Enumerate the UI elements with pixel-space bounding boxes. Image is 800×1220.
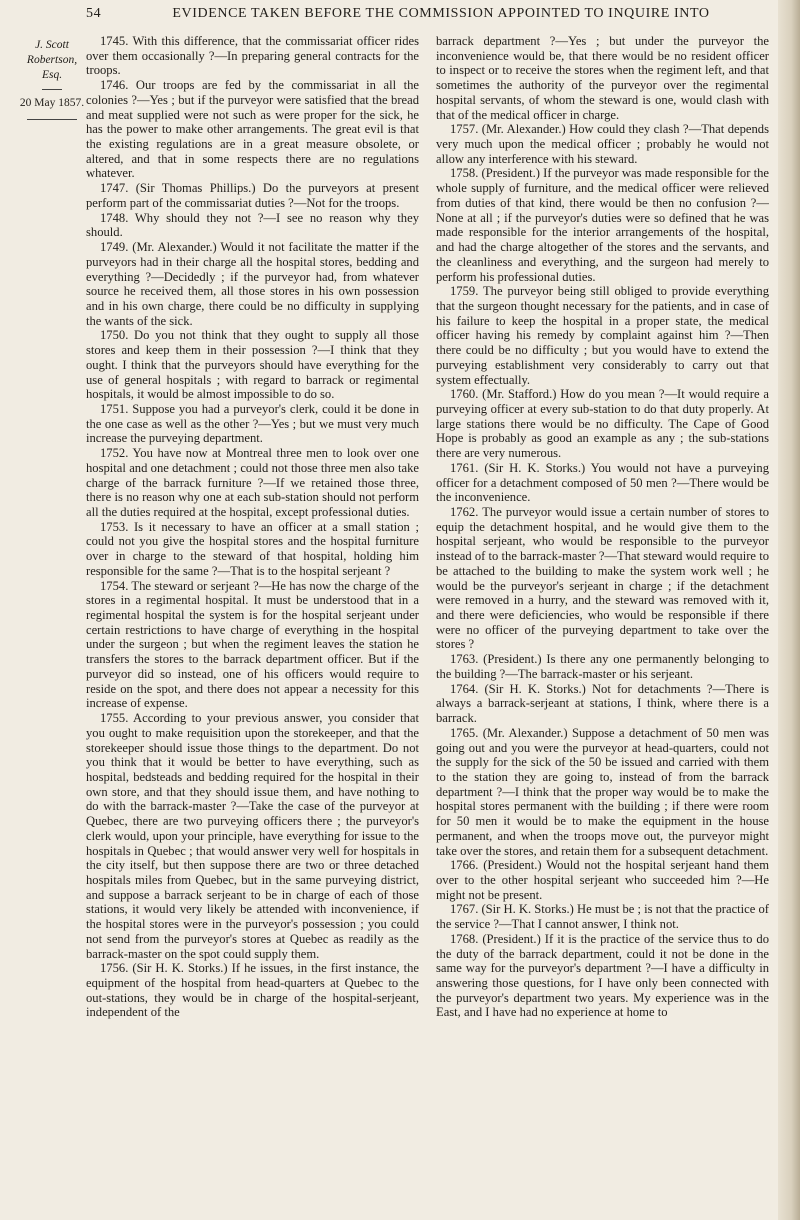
- evidence-paragraph: 1768. (President.) If it is the practice of the service thus to do the duty of the barrack department, could it not be done in the same way for the purveyor's department ?—I have a difficulty in answering those questions, for I have only been connected with the purveyor's department two years. My experience was in the East, and I have had no experience at home to: [436, 931, 769, 1020]
- evidence-paragraph: 1745. With this difference, that the commissariat officer rides over them occasionally ?—In preparing general contracts for the troops.: [86, 34, 419, 78]
- witness-name: J. Scott Robertson, Esq.: [26, 39, 78, 81]
- evidence-paragraph: 1758. (President.) If the purveyor was made responsible for the whole supply of furniture, and the medical officer were relieved from duties of that kind, there would be then no confusion ?—None at all ; if the purveyor's duties were so defined that he was made responsible for the interior arrangements of the hospital, and had the charge altogether of the stores and the servants, and the cleanliness and everything, and the surgeon had merely to perform his professional duties.: [436, 166, 769, 284]
- page-header: [86, 6, 776, 26]
- evidence-paragraph: 1746. Our troops are fed by the commissariat in all the colonies ?—Yes ; but if the purveyor were satisfied that the bread and meat supplied were not such as were proper for the sick, he has the power to make other arrangements. The great evil is that the existing regulations are in a great measure obsolete, or altered, and that in some respects there are no regulations whatever.: [86, 78, 419, 181]
- evidence-paragraph: 1752. You have now at Montreal three men to look over one hospital and one detachment ; could not those three men also take charge of the barrack furniture ?—If we retained those three, there is no reason why one at each sub-station should not perform all the duties required at the hospital, except professional duties.: [86, 446, 419, 519]
- witness-date: 20 May 1857.: [19, 97, 85, 109]
- page-edge-shadow: [778, 0, 800, 1220]
- evidence-paragraph: 1747. (Sir Thomas Phillips.) Do the purveyors at present perform part of the commissariat duties ?—Not for the troops.: [86, 181, 419, 210]
- evidence-paragraph: 1764. (Sir H. K. Storks.) Not for detachments ?—There is always a barrack-serjeant at stations, I think, where there is a barrack.: [436, 681, 769, 726]
- evidence-paragraph: 1761. (Sir H. K. Storks.) You would not have a purveying officer for a detachment composed of 50 men ?—There would be the inconvenience.: [436, 460, 769, 505]
- evidence-paragraph: 1763. (President.) Is there any one permanently belonging to the building ?—The barrack-master or his serjeant.: [436, 652, 769, 681]
- evidence-paragraph: 1759. The purveyor being still obliged to provide everything that the surgeon thought necessary for the patients, and in case of his failure to keep the hospital in a proper state, the medical officer having his remedy by complaint against him ?—Then there could be no difficulty ; but you would have to extend the purveying establishment very considerably to carry out that system effectually.: [436, 284, 769, 387]
- evidence-paragraph: 1760. (Mr. Stafford.) How do you mean ?—It would require a purveying officer at every sub-station to do that duty properly. At large stations there would be no difficulty. The Cape of Good Hope is probably as good an example as any ; the sub-stations there are very numerous.: [436, 387, 769, 461]
- page-number: 54: [86, 6, 102, 21]
- right-column: [436, 34, 769, 1214]
- evidence-paragraph: 1754. The steward or serjeant ?—He has now the charge of the stores in a regimental hospital. It must be understood that in a regimental hospital the system is for the hospital serjeant under certain restrictions to have charge of everything in the hospital under the surgeon ; but when the regiment leaves the station he transfers the stores to the barrack department officer. But if the purveyor did so instead, one of his officers would require to reside on the spot, and there does not appear a necessity for this increase of expense.: [86, 578, 419, 711]
- margin-note: [18, 38, 86, 120]
- margin-rule: [42, 89, 62, 90]
- running-title: EVIDENCE TAKEN BEFORE THE COMMISSION APPOINTED TO INQUIRE INTO: [172, 6, 710, 21]
- evidence-paragraph: 1756. (Sir H. K. Storks.) If he issues, in the first instance, the equipment of the hospital from head-quarters at Quebec to the out-stations, they would be in charge of the hospital-serjeant, independent of the: [86, 961, 419, 1020]
- evidence-paragraph: 1767. (Sir H. K. Storks.) He must be ; is not that the practice of the service ?—That I cannot answer, I think not.: [436, 902, 769, 932]
- evidence-paragraph: barrack department ?—Yes ; but under the purveyor the inconvenience would be, that there would be no resident officer to inspect or to receive the stores when the regiment left, and that sometimes the authority of the purveyor over the regimental hospital servants, of whom the steward is one, would clash with that of the medical officer in charge.: [436, 34, 769, 122]
- evidence-paragraph: 1750. Do you not think that they ought to supply all those stores and keep them in their possession ?—I think that they ought. I think that the purveyors should have everything for the use of general hospitals ; with regard to barrack or regimental hospitals, it would be almost impossible to do so.: [86, 328, 419, 402]
- evidence-paragraph: 1753. Is it necessary to have an officer at a small station ; could not you give the hospital stores and the hospital furniture over in charge to the steward of that hospital, holding him responsible for the same ?—That is to the hospital serjeant ?: [86, 519, 419, 578]
- evidence-paragraph: 1748. Why should they not ?—I see no reason why they should.: [86, 210, 419, 240]
- evidence-paragraph: 1749. (Mr. Alexander.) Would it not facilitate the matter if the purveyors had in their charge all the hospital stores, bedding and everything ?—Decidedly ; if the purveyor had, from whatever source he received them, all those stores in his own possession and in his own charge, there could be no difficulty in supplying the wants of the sick.: [86, 240, 419, 328]
- evidence-paragraph: 1762. The purveyor would issue a certain number of stores to equip the detachment hospital, and he would give them to the hospital serjeant, who would be responsible to the purveyor instead of to the barrack-master ?—That steward would require to be attached to the building to make the system work well ; he would be the purveyor's serjeant in charge ; if the detachment were removed in a hurry, and the steward was removed with it, and there were deficiencies, who would be responsible if there were no officer of the purveying department to take over the stores ?: [436, 505, 769, 652]
- evidence-paragraph: 1766. (President.) Would not the hospital serjeant hand them over to the other hospital serjeant who succeeded him ?—He might not be present.: [436, 858, 769, 902]
- evidence-paragraph: 1765. (Mr. Alexander.) Suppose a detachment of 50 men was going out and you were the purveyor at head-quarters, could not the supply for the sick of the 50 be issued and carried with them to the station they are going to, instead of from the barrack department ?—I think that the proper way would be to make the hospital stores permanent with the building ; if there were room for 50 men it would be to make the equipment in the house permanent, and when the troops move out, the purveyor might take over the stores, and retain them for a subsequent detachment.: [436, 725, 769, 858]
- evidence-paragraph: 1755. According to your previous answer, you consider that you ought to make requisition upon the storekeeper, and that the storekeeper should issue those things to the department. Do not you think that it would be better to have everything, such as hospital, bedsteads and bedding required for the hospital in their own store, and that they should issue them, and have nothing to do with the barrack-master ?—Take the case of the purveyor at Quebec, there are two purveying officers there ; the purveyor's clerk would, upon your principle, have everything for issue to the hospitals in Quebec ; that would answer very well for hospitals in the city itself, but then suppose there are two or three detached hospitals miles from Quebec, but in the same purveying district, and suppose a barrack serjeant to be in charge of each of those stations, it would very likely be attended with inconvenience, if the hospital stores were in the purveyor's possession ; you could not send from the purveyor's stores at Quebec as readily as the barrack-master on the spot could supply them.: [86, 711, 419, 961]
- left-column: [86, 34, 419, 1214]
- evidence-paragraph: 1757. (Mr. Alexander.) How could they clash ?—That depends very much upon the medical officer ; probably he would not allow any interference with his steward.: [436, 122, 769, 166]
- evidence-paragraph: 1751. Suppose you had a purveyor's clerk, could it be done in the one case as well as the other ?—Yes ; but we must very much increase the purveying department.: [86, 401, 419, 446]
- margin-rule: [27, 119, 77, 120]
